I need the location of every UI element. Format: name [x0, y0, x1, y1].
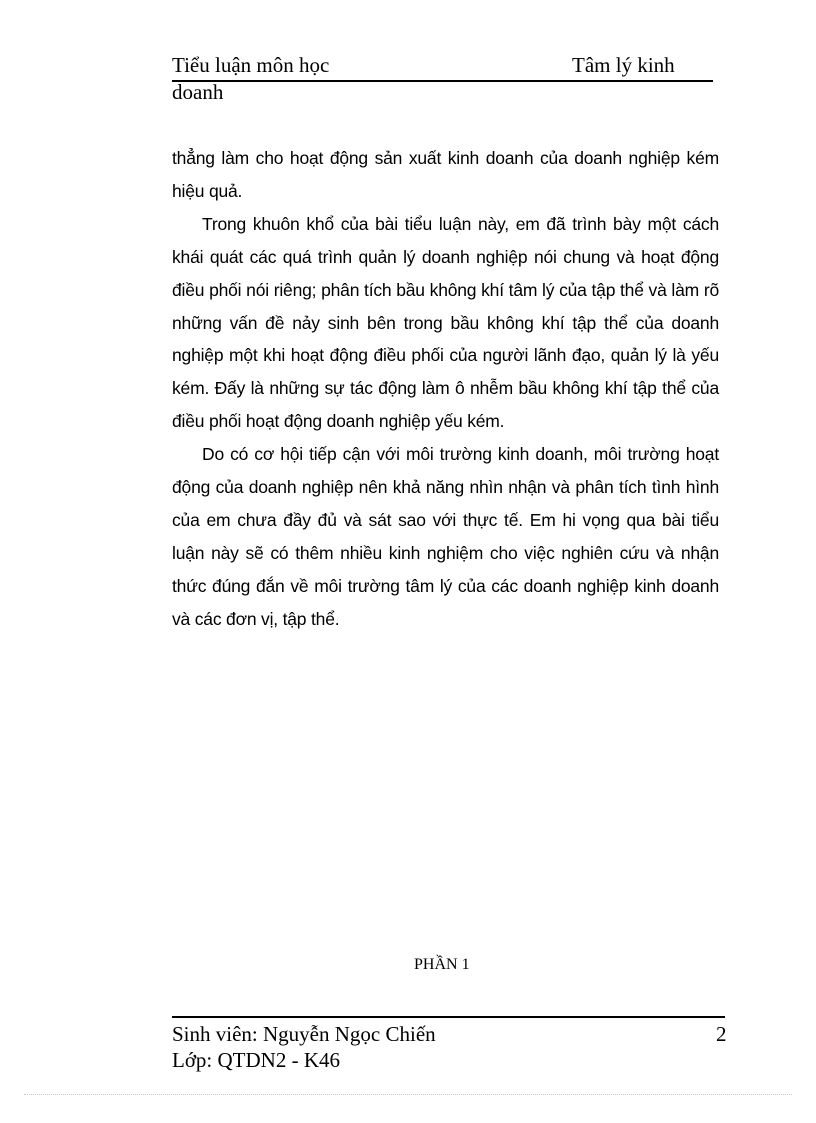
body-text [172, 142, 719, 636]
footer-student-name: Sinh viên: Nguyễn Ngọc Chiến [172, 1022, 436, 1046]
page-number: 2 [716, 1022, 727, 1046]
part-heading: PHẦN 1 [414, 956, 470, 973]
paragraph-continuation: thẳng làm cho hoạt động sản xuất kinh doanh của doanh nghiệp kém hiệu quả. [172, 148, 719, 201]
paragraph: Do có cơ hội tiếp cận với môi trường kinh doanh, môi trường hoạt động của doanh nghiệp nên khả năng nhìn nhận và phân tích tình hình của em chưa đầy đủ và sát sao với thực tế. Em hi vọng qua bài tiểu luận này sẽ có thêm nhiều kinh nghiệm cho việc nghiên cứu và nhận thức đúng đắn về môi trường tâm lý của các doanh nghiệp kinh doanh và các đơn vị, tập thể. [172, 444, 719, 629]
footer-divider [172, 1016, 725, 1018]
footer-class: Lớp: QTDN2 - K46 [172, 1048, 340, 1072]
header-course-title: Tiểu luận môn học [172, 53, 330, 77]
header-divider [172, 80, 713, 82]
header-subject-wrap: doanh [172, 80, 224, 104]
header-subject-title: Tâm lý kinh [572, 53, 675, 77]
page-edge [24, 1094, 792, 1095]
paragraph: Trong khuôn khổ của bài tiểu luận này, em đã trình bày một cách khái quát các quá trình quản lý doanh nghiệp nói chung và hoạt động điều phối nói riêng; phân tích bầu không khí tâm lý của tập thể và làm rõ những vấn đề nảy sinh bên trong bầu không khí tập thể của doanh nghiệp một khi hoạt động điều phối của người lãnh đạo, quản lý là yếu kém. Đấy là những sự tác động làm ô nhễm bầu không khí tập thể của điều phối hoạt động doanh nghiệp yếu kém. [172, 213, 719, 432]
